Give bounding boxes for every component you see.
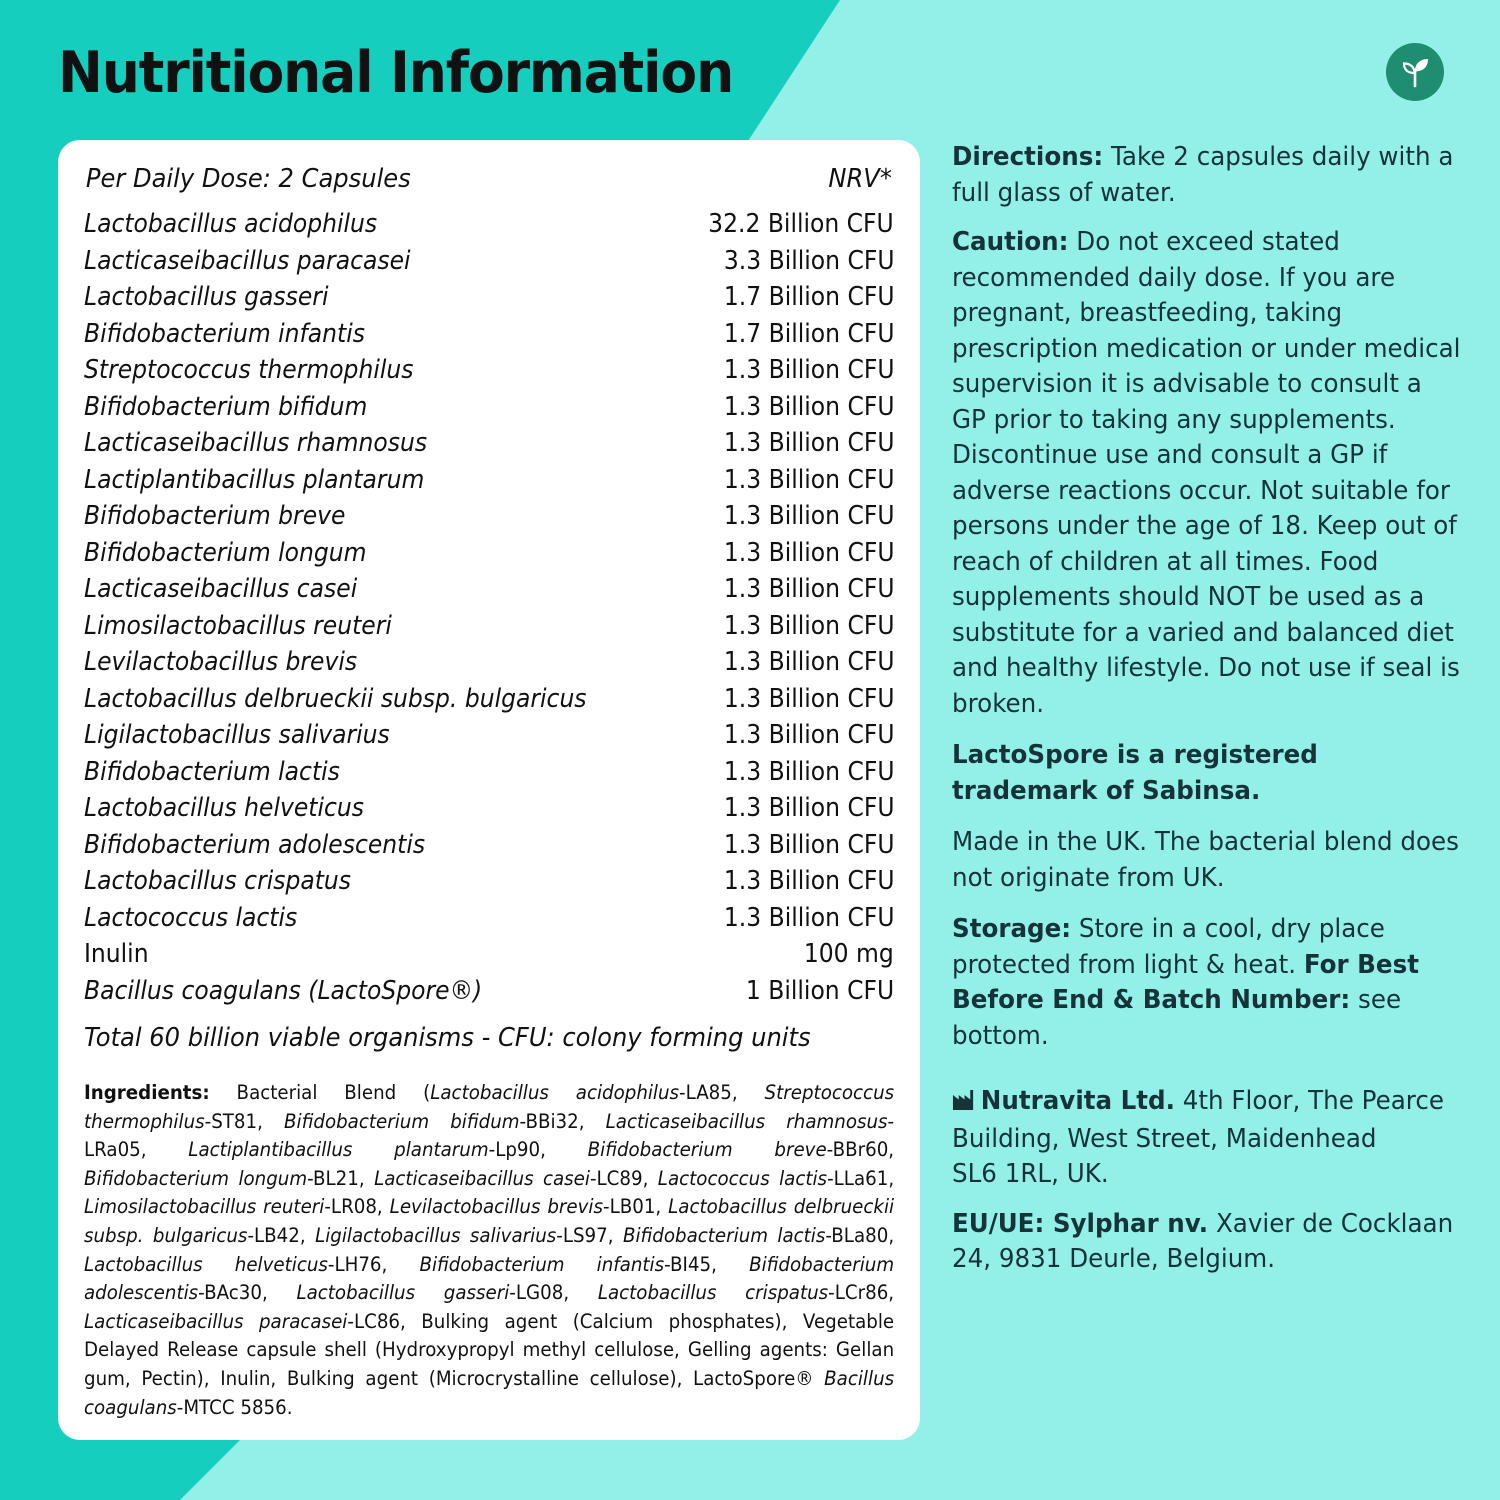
bbe-text: see bottom. — [952, 985, 1402, 1051]
ingredient-name: Lactobacillus helveticus — [84, 793, 365, 823]
ingredient-amount: 1.3 Billion CFU — [723, 829, 894, 860]
ingredient-amount: 1.3 Billion CFU — [723, 464, 894, 495]
caution-label: Caution: — [952, 227, 1069, 257]
ingredient-name: Limosilactobacillus reuteri — [84, 610, 392, 641]
ingredient-amount: 1.3 Billion CFU — [723, 537, 894, 568]
table-row — [84, 571, 894, 608]
ingredient-amount: 1.3 Billion CFU — [723, 793, 894, 823]
ingredient-amount: 1.3 Billion CFU — [723, 756, 894, 787]
ingredient-amount: 1.3 Billion CFU — [723, 647, 894, 677]
table-row — [84, 206, 894, 243]
table-row — [84, 863, 894, 900]
trademark-block — [952, 738, 1461, 809]
origin-text: Made in the UK. The bacterial blend does not originate from UK. — [952, 827, 1459, 893]
side-column — [952, 140, 1462, 1294]
directions-label: Directions: — [952, 142, 1104, 172]
table-row — [84, 462, 894, 499]
plant-sprout-icon — [1386, 43, 1444, 101]
manufacturer-address: 4th Floor, The Pearce Building, West Street, Maidenhead — [952, 1086, 1444, 1154]
ingredients-paragraph — [84, 1065, 894, 1422]
ingredient-name: Bifidobacterium longum — [84, 537, 367, 568]
eu-label: EU/UE: Sylphar nv. — [952, 1208, 1209, 1239]
nutrition-table-body — [84, 202, 894, 1009]
caution-block — [952, 225, 1461, 722]
bbe-label: For Best Before End & Batch Number: — [952, 949, 1419, 1015]
ingredient-amount: 1.7 Billion CFU — [723, 282, 894, 312]
ingredient-name: Lactobacillus acidophilus — [84, 209, 378, 239]
page-title: Nutritional Information — [58, 39, 734, 106]
ingredient-name: Inulin — [84, 939, 149, 969]
ingredient-amount: 1.3 Billion CFU — [723, 428, 894, 458]
table-row — [84, 389, 894, 426]
ingredient-name: Bifidobacterium breve — [84, 501, 346, 531]
ingredient-name: Lactococcus lactis — [84, 902, 298, 933]
nutrition-card — [58, 140, 920, 1440]
storage-label: Storage: — [952, 914, 1072, 944]
directions-text: Take 2 capsules daily with a full glass of water. — [952, 142, 1454, 208]
ingredient-name: Lactiplantibacillus plantarum — [84, 464, 425, 495]
table-row — [84, 790, 894, 827]
table-row — [84, 498, 894, 535]
table-row — [84, 535, 894, 572]
ingredient-name: Lactobacillus delbrueckii subsp. bulgaricus — [84, 683, 587, 714]
eu-representative-block — [952, 1207, 1461, 1278]
ingredient-name: Ligilactobacillus salivarius — [84, 720, 390, 750]
ingredient-amount: 1.3 Billion CFU — [723, 902, 894, 933]
table-row — [84, 608, 894, 645]
total-organisms-line: Total 60 billion viable organisms - CFU: colony forming units — [84, 1023, 811, 1053]
table-row — [84, 425, 894, 462]
ingredient-name: Bifidobacterium infantis — [84, 318, 365, 349]
table-row — [84, 644, 894, 681]
table-header-row — [84, 162, 894, 202]
table-row — [84, 827, 894, 864]
ingredients-label: Ingredients: — [84, 1081, 210, 1104]
table-row — [84, 243, 894, 280]
ingredient-name: Lacticaseibacillus rhamnosus — [84, 428, 428, 458]
manufacturer-postcode: SL6 1RL, UK. — [952, 1159, 1109, 1189]
directions-block — [952, 140, 1461, 211]
ingredient-amount: 100 mg — [804, 939, 894, 969]
ingredient-amount: 1.3 Billion CFU — [723, 683, 894, 714]
ingredient-amount: 1.3 Billion CFU — [723, 355, 894, 385]
trademark-text: LactoSpore is a registered trademark of Sabinsa. — [952, 740, 1318, 806]
table-row — [84, 717, 894, 754]
table-row — [84, 279, 894, 316]
table-row — [84, 936, 894, 973]
ingredient-name: Bifidobacterium adolescentis — [84, 829, 426, 860]
ingredient-amount: 1.3 Billion CFU — [723, 610, 894, 641]
manufacturer-name: Nutravita Ltd. — [980, 1086, 1175, 1116]
ingredient-name: Lacticaseibacillus casei — [84, 574, 358, 604]
manufacturer-block — [952, 1084, 1461, 1193]
table-row — [84, 973, 894, 1010]
ingredient-amount: 3.3 Billion CFU — [723, 245, 894, 276]
table-row — [84, 681, 894, 718]
ingredient-amount: 1.3 Billion CFU — [723, 391, 894, 422]
table-row — [84, 754, 894, 791]
table-row — [84, 316, 894, 353]
table-header-left: Per Daily Dose: 2 Capsules — [85, 164, 411, 194]
ingredient-name: Levilactobacillus brevis — [84, 647, 358, 677]
ingredient-amount: 1.3 Billion CFU — [723, 866, 894, 896]
ingredient-amount: 1.7 Billion CFU — [723, 318, 894, 349]
ingredient-name: Lacticaseibacillus paracasei — [84, 245, 411, 276]
ingredient-name: Bacillus coagulans (LactoSpore®) — [84, 975, 483, 1006]
ingredient-amount: 1.3 Billion CFU — [723, 501, 894, 531]
factory-icon — [952, 1086, 974, 1122]
ingredient-name: Bifidobacterium bifidum — [84, 391, 368, 422]
ingredient-name: Bifidobacterium lactis — [84, 756, 340, 787]
ingredient-amount: 1.3 Billion CFU — [723, 574, 894, 604]
storage-text: Store in a cool, dry place protected from light & heat. — [952, 914, 1385, 980]
ingredient-amount: 1.3 Billion CFU — [723, 720, 894, 750]
eu-address: Xavier de Cocklaan 24, 9831 Deurle, Belgium. — [952, 1208, 1454, 1274]
page-header — [0, 0, 1500, 140]
ingredient-name: Lactobacillus crispatus — [84, 866, 352, 896]
ingredient-amount: 1 Billion CFU — [745, 975, 894, 1006]
table-header-nrv: NRV* — [828, 164, 892, 194]
table-row — [84, 352, 894, 389]
origin-block — [952, 825, 1461, 896]
ingredient-name: Lactobacillus gasseri — [84, 282, 329, 312]
ingredient-name: Streptococcus thermophilus — [84, 355, 414, 385]
storage-block — [952, 912, 1461, 1054]
caution-text: Do not exceed stated recommended daily dose. If you are pregnant, breastfeeding, taking prescription medication or under medical supervision it is advisable to consult a GP prior to taking any supplements. Discontinue use and consult a GP if adverse reactions occur. Not suitable for persons under the age of 18. Keep out of reach of children at all times. Food supplements should NOT be used as a substitute for a varied and balanced diet and healthy lifestyle. Do not use if seal is broken. — [952, 227, 1461, 719]
table-row — [84, 900, 894, 937]
ingredients-text: Bacterial Blend (Lactobacillus acidophilus-LA85, Streptococcus thermophilus-ST81, Bifidobacterium bifidum-BBi32, Lacticaseibacillus rhamnosus-LRa05, Lactiplantibacillus plantarum-Lp90, Bifidobacterium breve-BBr60, Bifidobacterium longum-BL21, Lacticaseibacillus casei-LC89, Lactococcus lactis-LLa61, Limosilactobacillus reuteri-LR08, Levilactobacillus brevis-LB01, Lactobacillus delbrueckii subsp. bulgaricus-LB42, Ligilactobacillus salivarius-LS97, Bifidobacterium lactis-BLa80, Lactobacillus helveticus-LH76, Bifidobacterium infantis-BI45, Bifidobacterium adolescentis-BAc30, Lactobacillus gasseri-LG08, Lactobacillus crispatus-LCr86, Lacticaseibacillus paracasei-LC86, Bulking agent (Calcium phosphates), Vegetable Delayed Release capsule shell (Hydroxypropyl methyl cellulose, Gelling agents: Gellan gum, Pectin), Inulin, Bulking agent (Microcrystalline cellulose), LactoSpore® Bacillus coagulans-MTCC 5856. — [84, 1081, 895, 1419]
ingredient-amount: 32.2 Billion CFU — [708, 209, 894, 239]
